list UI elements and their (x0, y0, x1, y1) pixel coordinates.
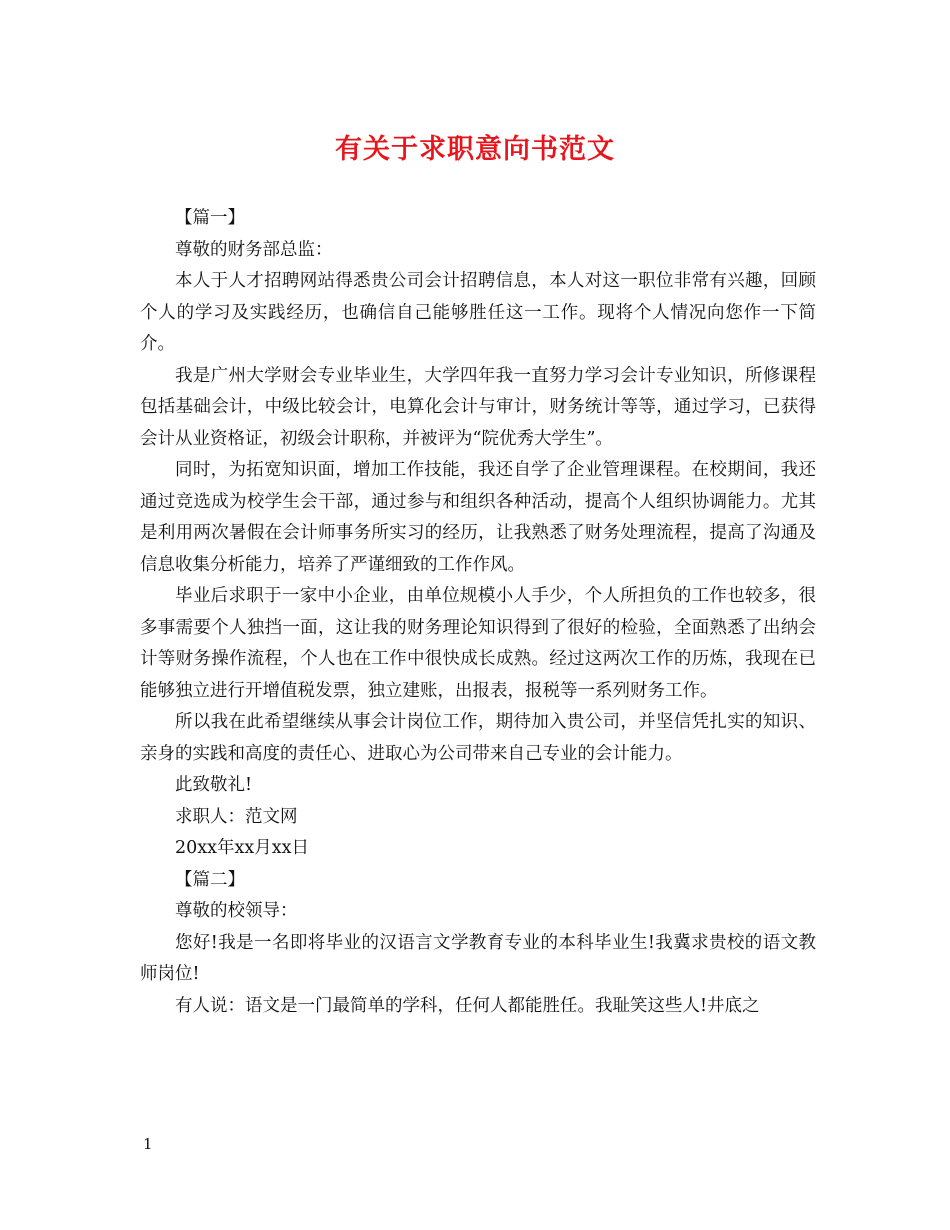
body-paragraph: 您好!我是一名即将毕业的汉语言文学教育专业的本科毕业生!我冀求贵校的语文教师岗位! (140, 932, 816, 984)
body-paragraph: 毕业后求职于一家中小企业，由单位规模小人手少，个人所担负的工作也较多，很多事需要个人独挡一面，这让我的财务理论知识得到了很好的检验，全面熟悉了出纳会计等财务操作流程，个人也在工作中很快成长成熟。经过这两次工作的历炼，我现在已能够独立进行开增值税发票，独立建账，出报表，报税等一系列财务工作。 (140, 586, 816, 701)
section-heading-1: 【篇一】 (175, 208, 245, 228)
body-paragraph: 所以我在此希望继续从事会计岗位工作，期待加入贵公司，并坚信凭扎实的知识、亲身的实践和高度的责任心、进取心为公司带来自己专业的会计能力。 (140, 712, 816, 764)
body-paragraph: 我是广州大学财会专业毕业生，大学四年我一直努力学习会计专业知识，所修课程包括基础会计，中级比较会计，电算化会计与审计，财务统计等等，通过学习，已获得会计从业资格证，初级会计职称，并被评为“院优秀大学生”。 (140, 365, 816, 449)
page-number: 1 (143, 1135, 153, 1153)
body-paragraph: 有人说：语文是一门最简单的学科，任何人都能胜任。我耻笑这些人!井底之 (175, 995, 760, 1016)
document-title: 有关于求职意向书范文 (335, 134, 615, 165)
body-paragraph: 本人于人才招聘网站得悉贵公司会计招聘信息，本人对这一职位非常有兴趣，回顾个人的学习及实践经历，也确信自己能够胜任这一工作。现将个人情况向您作一下简介。 (140, 271, 816, 354)
salutation-1: 尊敬的财务部总监： (175, 239, 333, 260)
section-heading-2: 【篇二】 (175, 869, 245, 890)
document-body (140, 203, 816, 1022)
closing-line: 此致敬礼! (175, 775, 253, 795)
signature-line: 求职人：范文网 (175, 806, 298, 827)
body-paragraph: 同时，为拓宽知识面，增加工作技能，我还自学了企业管理课程。在校期间，我还通过竞选成为校学生会干部，通过参与和组织各种活动，提高个人组织协调能力。尤其是利用两次暑假在会计师事务所实习的经历，让我熟悉了财务处理流程，提高了沟通及信息收集分析能力，培养了严谨细致的工作作风。 (140, 460, 816, 575)
date-line: 20xx年xx月xx日 (175, 838, 309, 858)
salutation-2: 尊敬的校领导： (175, 901, 298, 921)
